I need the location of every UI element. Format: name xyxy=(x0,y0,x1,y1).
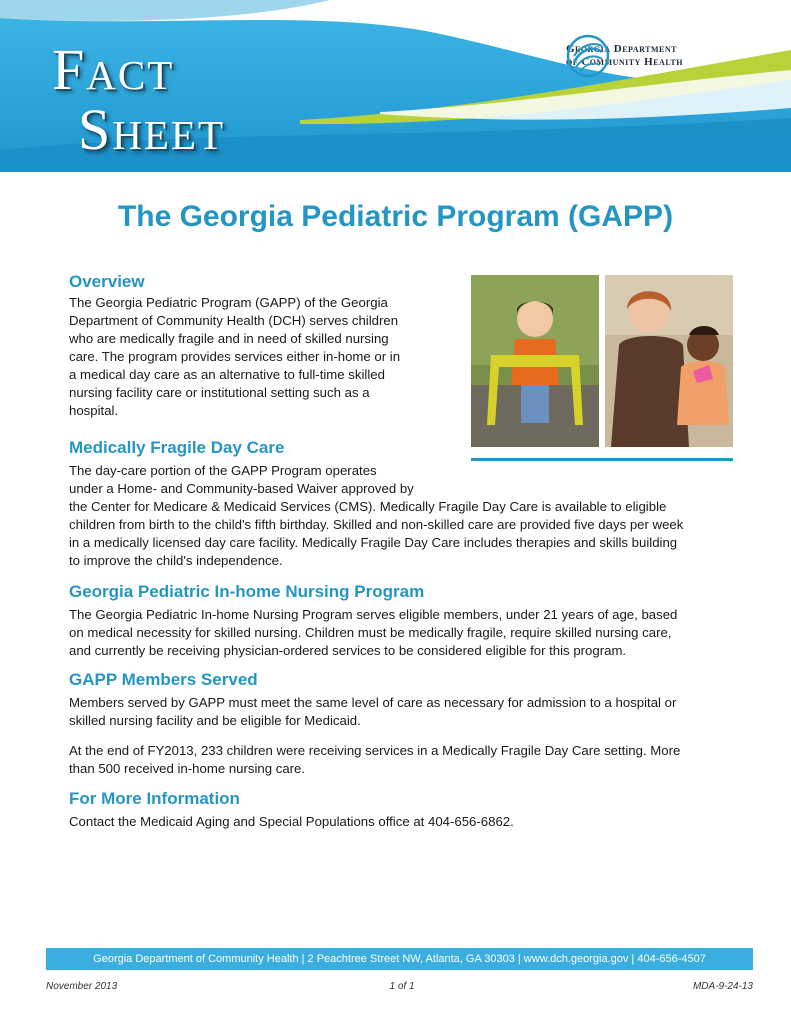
page-title: The Georgia Pediatric Program (GAPP) xyxy=(117,200,674,233)
text-line: children from birth to the child's fifth birthday. Skilled and non-skilled care are provided five days per week xyxy=(69,517,684,532)
footer-date: November 2013 xyxy=(46,981,118,992)
more-info-heading: For More Information xyxy=(69,789,240,808)
text-line: the Center for Medicare & Medicaid Services (CMS). Medically Fragile Day Care is available to eligible xyxy=(69,499,667,514)
overview-paragraph xyxy=(69,294,400,420)
members-paragraph-2 xyxy=(69,742,680,778)
dch-logo-icon xyxy=(566,34,610,78)
more-info-paragraph: Contact the Medicaid Aging and Special Populations office at 404-656-6862. xyxy=(69,814,514,829)
agency-line-2: of Community Health xyxy=(566,56,683,68)
text-line: hospital. xyxy=(69,403,119,418)
header-banner xyxy=(0,0,791,172)
fact-sheet-title xyxy=(52,37,225,162)
text-line: care. The program provides services either in-home or in xyxy=(69,349,401,364)
members-paragraph-1 xyxy=(69,694,676,730)
in-home-paragraph xyxy=(69,606,677,660)
day-care-heading: Medically Fragile Day Care xyxy=(69,438,285,457)
text-line: Members served by GAPP must meet the same level of care as necessary for admission to a hospital or xyxy=(69,695,677,710)
child-with-walker-photo xyxy=(471,275,599,447)
caregiver-with-child-photo xyxy=(605,275,733,447)
text-line: skilled nursing facility and be eligible for Medicaid. xyxy=(69,713,361,728)
text-line: to improve the child's independence. xyxy=(69,553,283,568)
text-line: The Georgia Pediatric In-home Nursing Program serves eligible members, under 21 years of age, based xyxy=(69,607,678,622)
text-line: than 500 received in-home nursing care. xyxy=(69,761,306,776)
text-line: and currently be receiving physician-ordered services to be considered eligible for this program. xyxy=(69,643,627,658)
text-line: nursing facility care or institutional setting such as a xyxy=(69,385,370,400)
footer-page-number: 1 of 1 xyxy=(389,981,415,992)
text-line: in a medically licensed day care facility. Medically Fragile Day Care includes therapies and skills building xyxy=(69,535,678,550)
fact-word: Fact xyxy=(52,37,175,102)
text-line: Department of Community Health (DCH) serves children xyxy=(69,313,399,328)
agency-branding xyxy=(566,34,683,78)
agency-line-1: Georgia Department xyxy=(566,43,677,55)
in-home-heading: Georgia Pediatric In-home Nursing Program xyxy=(69,582,425,601)
text-line: At the end of FY2013, 233 children were receiving services in a Medically Fragile Day Care setting. More xyxy=(69,743,681,758)
text-line: The Georgia Pediatric Program (GAPP) of the Georgia xyxy=(69,295,388,310)
footer-contact-bar: Georgia Department of Community Health | 2 Peachtree Street NW, Atlanta, GA 30303 | www.dch.georgia.gov | 404-656-4507 xyxy=(46,948,753,970)
text-line: a medical day care as an alternative to full-time skilled xyxy=(69,367,385,382)
photo-group xyxy=(471,275,733,447)
text-line: who are medically fragile and in need of skilled nursing xyxy=(69,331,389,346)
text-line: under a Home- and Community-based Waiver approved by xyxy=(69,481,414,496)
day-care-paragraph xyxy=(69,462,683,570)
overview-heading: Overview xyxy=(69,272,145,291)
sheet-word: Sheet xyxy=(78,97,225,162)
text-line: The day-care portion of the GAPP Program operates xyxy=(69,463,377,478)
text-line: on medical necessity for skilled nursing. Children must be medically fragile, require skilled nursing care, xyxy=(69,625,672,640)
footer-document-code: MDA-9-24-13 xyxy=(692,981,753,992)
members-heading: GAPP Members Served xyxy=(69,670,258,689)
photo-divider xyxy=(471,458,733,461)
